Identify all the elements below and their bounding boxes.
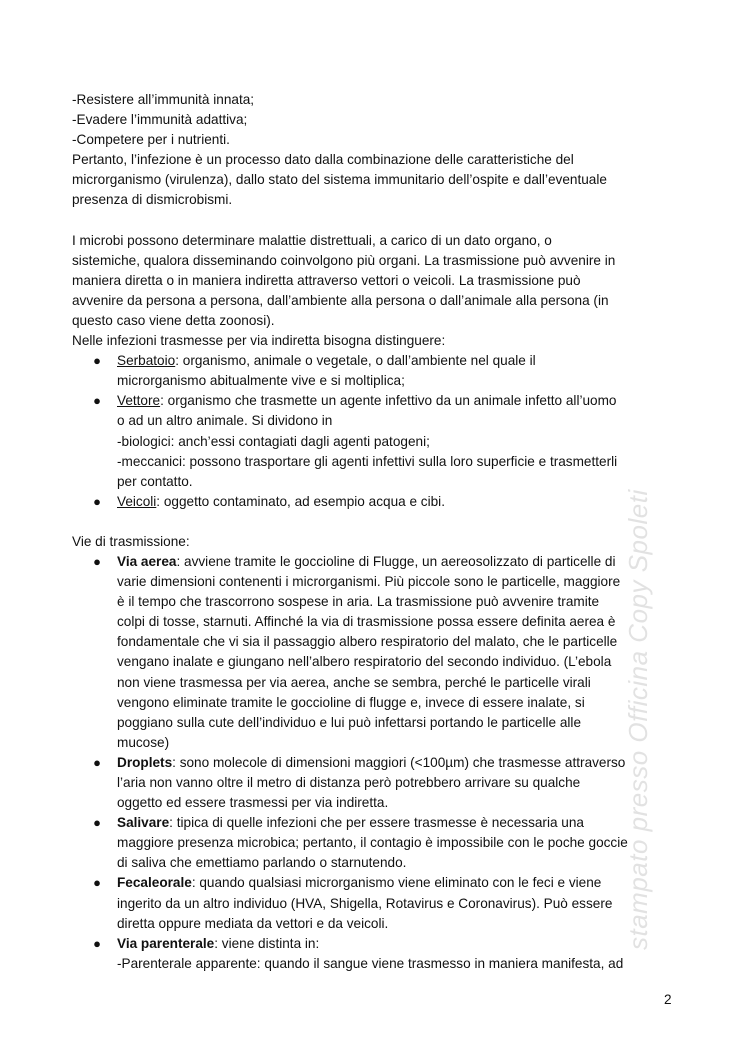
text-line: maniera diretta o in maniera indiretta attraverso vettori o veicoli. La trasmissione può [72, 272, 581, 288]
bullet-icon: ● [93, 935, 101, 951]
text-line: questo caso viene detta zoonosi). [72, 312, 275, 328]
text-line: o ad un altro animale. Si dividono in [117, 413, 333, 429]
transmission-paragraph [72, 231, 676, 352]
text-line: -Evadere l’immunità adattiva; [72, 112, 248, 128]
text-line: mucose) [117, 734, 170, 750]
bullet-icon: ● [93, 493, 101, 509]
definition-text: : sono molecole di dimensioni maggiori (<100µm) che trasmesse attraverso [172, 754, 626, 770]
text-line: poggiano sulla cute dell’individuo e lui può infettarsi portando le particelle alle [117, 714, 581, 730]
text-line: è il tempo che trascorrono sospese in aria. La trasmissione può avvenire tramite [117, 594, 600, 610]
term: Via parenterale [117, 935, 215, 951]
term: Via aerea [117, 553, 177, 569]
text-line: Pertanto, l’infezione è un processo dato dalla combinazione delle caratteristiche del [72, 152, 574, 168]
text-line: fondamentale che vi sia il passaggio albero respiratorio del malato, che le particelle [117, 634, 618, 650]
bullet-icon: ● [93, 815, 101, 831]
text-line: sistemiche, qualora disseminando coinvolgono più organi. La trasmissione può avvenire in [72, 252, 616, 268]
list-item [72, 813, 676, 873]
text-line: -Resistere all’immunità innata; [72, 92, 255, 107]
watermark-text: stampato presso Officina Copy Spoleti [623, 489, 653, 950]
definition-text: : tipica di quelle infezioni che per essere trasmesse è necessaria una [169, 815, 584, 831]
text-line: colpi di tosse, starnuti. Affinché la via di trasmissione possa essere definita aerea è [117, 614, 616, 630]
term: Serbatoio [117, 353, 176, 369]
text-line: I microbi possono determinare malattie distrettuali, a carico di un dato organo, o [72, 232, 552, 248]
term: Fecaleorale [117, 875, 192, 891]
text-line: vengano inalate e giungano nell’albero respiratorio del secondo individuo. (L’ebola [117, 654, 612, 670]
paragraph-gap [72, 211, 676, 231]
list-item [72, 351, 676, 391]
intro-paragraph [72, 90, 676, 211]
text-line: oggetto ed essere trasmessi per via indiretta. [117, 795, 389, 811]
text-line: di saliva che emettiamo parlando o starnutendo. [117, 855, 407, 871]
bullet-icon: ● [93, 393, 101, 409]
definition-text: : organismo, animale o vegetale, o dall’ambiente nel quale il [175, 353, 536, 369]
text-line: l’aria non vanno oltre il metro di distanza però potrebbero arrivare su qualche [117, 775, 581, 790]
list-item [72, 753, 676, 813]
list-item [72, 934, 676, 974]
text-line: avvenire da persona a persona, dall’ambiente alla persona o dall’animale alla persona (in [72, 292, 609, 308]
term: Salivare [117, 815, 170, 831]
text-line: maggiore presenza microbica; pertanto, il contagio è impossibile con le poche goccie [117, 835, 628, 851]
term: Veicoli [117, 493, 157, 509]
indirect-transmission-list [72, 351, 676, 512]
transmission-routes-list [72, 552, 676, 974]
list-item [72, 492, 676, 512]
text-line: ingerito da un altro individuo (HVA, Shigella, Rotavirus e Coronavirus). Può essere [117, 895, 613, 911]
text-line: presenza di dismicrobismi. [72, 192, 233, 208]
bullet-icon: ● [93, 553, 101, 569]
paragraph-gap [72, 512, 676, 532]
list-item [72, 873, 676, 933]
list-item [72, 391, 676, 491]
definition-text: : quando qualsiasi microrganismo viene eliminato con le feci e viene [191, 875, 602, 891]
text-line: -biologici: anch’essi contagiati dagli agenti patogeni; [117, 433, 430, 449]
page-number: 2 [664, 992, 672, 1007]
text-line: non viene trasmessa per via aerea, anche se sembra, perché le particelle virali [117, 674, 591, 690]
text-line: varie dimensioni contenenti i microrganismi. Più piccole sono le particelle, maggiore [117, 574, 621, 590]
text-line: per contatto. [117, 473, 193, 489]
text-line: vengono eliminate tramite le goccioline di flugge e, invece di essere inalate, si [117, 694, 585, 710]
text-line: -Competere per i nutrienti. [72, 132, 230, 148]
bullet-icon: ● [93, 875, 101, 891]
term: Vettore [117, 393, 161, 409]
text-line: -meccanici: possono trasportare gli agenti infettivi sulla loro superficie e trasmetterli [117, 453, 618, 469]
text-line: microrganismo abitualmente vive e si moltiplica; [117, 373, 405, 389]
watermark [623, 489, 656, 950]
text-line: Nelle infezioni trasmesse per via indiretta bisogna distinguere: [72, 333, 446, 349]
definition-text: : viene distinta in: [214, 935, 320, 951]
document-page [72, 90, 676, 974]
bullet-icon: ● [93, 353, 101, 369]
text-line: microrganismo (virulenza), dallo stato del sistema immunitario dell’ospite e dall’eventuale [72, 172, 607, 188]
bullet-icon: ● [93, 754, 101, 770]
section-heading: Vie di trasmissione: [72, 533, 190, 549]
text-line: diretta oppure mediata da vettori e da veicoli. [117, 915, 389, 931]
text-line: -Parenterale apparente: quando il sangue viene trasmesso in maniera manifesta, ad [117, 955, 624, 971]
definition-text: : oggetto contaminato, ad esempio acqua e cibi. [156, 493, 445, 509]
definition-text: : avviene tramite le goccioline di Flugge, un aereosolizzato di particelle di [176, 553, 616, 569]
term: Droplets [117, 754, 173, 770]
definition-text: : organismo che trasmette un agente infettivo da un animale infetto all’uomo [160, 393, 617, 409]
list-item [72, 552, 676, 753]
